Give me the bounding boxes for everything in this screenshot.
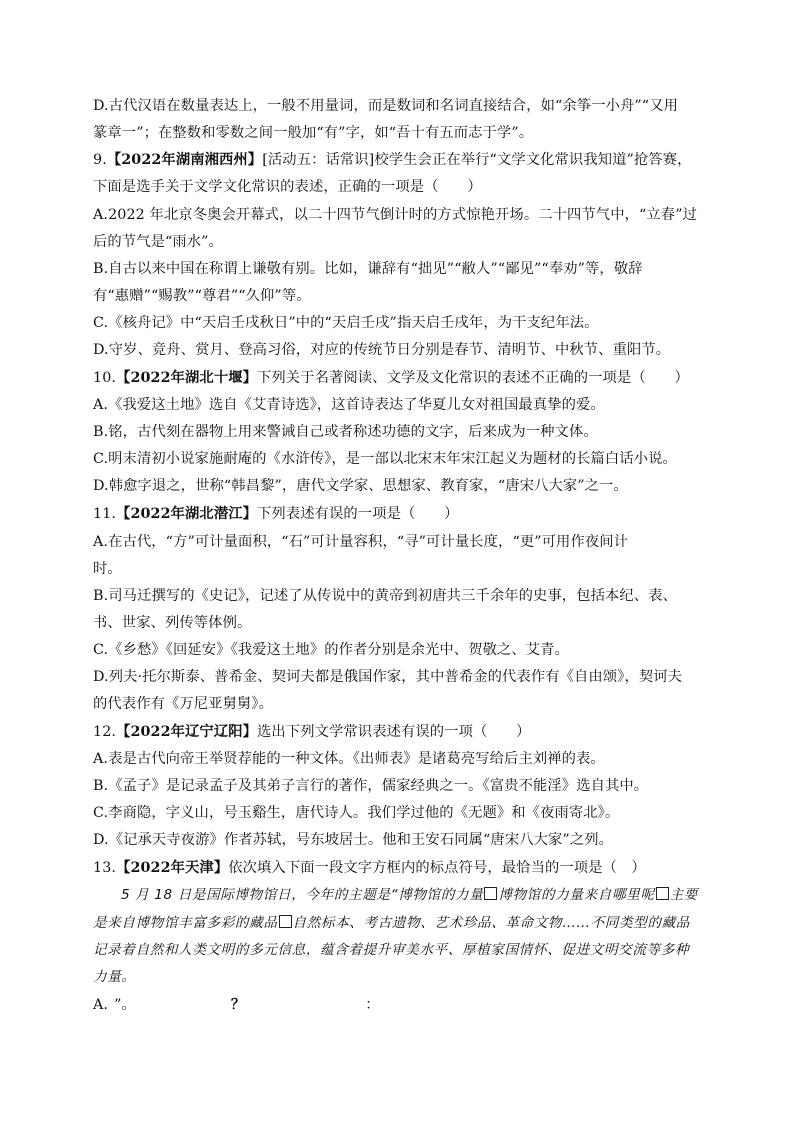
question-13-stem xyxy=(93,858,646,878)
passage-line xyxy=(93,913,690,933)
passage-text: 是来自博物馆丰富多彩的藏品 xyxy=(93,915,278,931)
passage-line xyxy=(121,885,698,905)
question-number: 11. xyxy=(93,506,117,522)
question-source: 【2022年湖北潜江】 xyxy=(116,506,258,522)
punctuation-1: ”。 xyxy=(114,997,136,1013)
passage-text: 主要 xyxy=(669,887,698,903)
passage-line: 记录着自然和人类文明的多元信息，蕴含着提升审美水平、厚植家国情怀、促进文明交流等多种 xyxy=(93,942,690,958)
option-d: D.韩愈字退之，世称“韩昌黎”，唐代文学家、思想家、教育家，“唐宋八大家”之一。 xyxy=(93,478,628,494)
option-a: A.表是古代向帝王举贤荐能的一种文体。《出师表》是诸葛亮写给后主刘禅的表。 xyxy=(93,751,605,767)
question-source: 【2022年湖北十堰】 xyxy=(116,370,258,386)
option-c: C.明末清初小说家施耐庵的《水浒传》，是一部以北宋末年宋江起义为题材的长篇白话小说。 xyxy=(93,451,677,467)
blank-box xyxy=(279,915,292,928)
text-line: 下面是选手关于文学文化常识的表述，正确的一项是（ ） xyxy=(93,179,482,195)
option-a: A.《我爱这土地》选自《艾青诗选》，这首诗表达了华夏儿女对祖国最真挚的爱。 xyxy=(93,397,605,413)
punctuation-3: ： xyxy=(365,997,380,1013)
option-c: C.《乡愁》《回延安》《我爱这土地》的作者分别是余光中、贺敬之、艾青。 xyxy=(93,642,569,658)
blank-box xyxy=(484,887,497,900)
question-text: 下列关于名著阅读、文学及文化常识的表述不正确的一项是（ ） xyxy=(257,370,689,386)
option-a xyxy=(93,995,380,1015)
option-d: D.列夫·托尔斯泰、普希金、契诃夫都是俄国作家，其中普希金的代表作有《自由颂》，契诃夫 xyxy=(93,669,683,685)
option-a: A.2022 年北京冬奥会开幕式，以二十四节气倒计时的方式惊艳开场。二十四节气中，“立春”过 xyxy=(93,207,697,223)
question-number: 12. xyxy=(93,724,117,740)
question-number: 13. xyxy=(93,860,117,876)
option-b: B.司马迁撰写的《史记》，记述了从传说中的黄帝到初唐共三千余年的史事，包括本纪、表、 xyxy=(93,588,677,604)
passage-text: 5 月 18 日是国际博物馆日，今年的主题是“博物馆的力量 xyxy=(121,887,484,903)
question-11-stem xyxy=(93,504,459,524)
question-number: 9. xyxy=(93,152,107,168)
option-label: A. xyxy=(93,997,109,1013)
option-d: D.守岁、竞舟、赏月、登高习俗，对应的传统节日分别是春节、清明节、中秋节、重阳节。 xyxy=(93,342,671,358)
text-line: D.古代汉语在数量表达上，一般不用量词，而是数词和名词直接结合，如“余筝一小舟”“又用 xyxy=(93,98,679,114)
question-10-stem xyxy=(93,368,689,388)
option-c: C.李商隐，字义山，号玉谿生，唐代诗人。我们学过他的《无题》和《夜雨寄北》。 xyxy=(93,805,620,821)
option-b: B.铭，古代刻在器物上用来警诫自己或者称述功德的文字，后来成为一种文体。 xyxy=(93,424,598,440)
text-line: 时。 xyxy=(93,561,122,577)
passage-text: 自然标本、考古遗物、艺术珍品、革命文物……不同类型的藏品 xyxy=(292,915,690,931)
option-a: A.在古代，“方”可计量面积，“石”可计量容积，“寻”可计量长度，“更”可用作夜间计 xyxy=(93,534,629,550)
question-number: 10. xyxy=(93,370,117,386)
passage-line: 力量。 xyxy=(93,969,136,985)
question-source: 【2022年湖南湘西州】 xyxy=(106,152,263,168)
option-c: C.《核舟记》中“天启壬戌秋日”中的“天启壬戌”指天启壬戌年，为干支纪年法。 xyxy=(93,315,599,331)
question-source: 【2022年天津】 xyxy=(116,860,229,876)
text-line: 书、世家、列传等体例。 xyxy=(93,615,252,631)
question-9-stem xyxy=(93,150,692,170)
option-d: D.《记承天寺夜游》作者苏轼，号东坡居士。他和王安石同属“唐宋八大家”之列。 xyxy=(93,832,614,848)
text-line: 的代表作有《万尼亚舅舅》。 xyxy=(93,696,274,712)
text-line: 篆章一”；在整数和零数之间一般加“有”字，如“吾十有五而志于学”。 xyxy=(93,125,534,141)
question-text: 选出下列文学常识表述有误的一项（ ） xyxy=(257,724,531,740)
question-text: 依次填入下面一段文字方框内的标点符号，最恰当的一项是（ ） xyxy=(228,860,646,876)
option-b: B.《孟子》是记录孟子及其弟子言行的著作，儒家经典之一。《富贵不能淫》选自其中。 xyxy=(93,778,649,794)
passage-text: 博物馆的力量来自哪里呢 xyxy=(498,887,655,903)
question-text: [活动五：话常识]校学生会正在举行“文学文化常识我知道”抢答赛， xyxy=(262,152,692,168)
question-12-stem xyxy=(93,722,531,742)
punctuation-2: ？ xyxy=(230,997,246,1013)
text-line: 有“惠赠”“赐教”“尊君”“久仰”等。 xyxy=(93,288,311,304)
blank-box xyxy=(656,887,669,900)
question-source: 【2022年辽宁辽阳】 xyxy=(116,724,258,740)
option-b: B.自古以来中国在称谓上谦敬有别。比如，谦辞有“拙见”“敝人”“鄙见”“奉劝”等，敬辞 xyxy=(93,261,643,277)
question-text: 下列表述有误的一项是（ ） xyxy=(257,506,459,522)
text-line: 后的节气是“雨水”。 xyxy=(93,234,223,250)
